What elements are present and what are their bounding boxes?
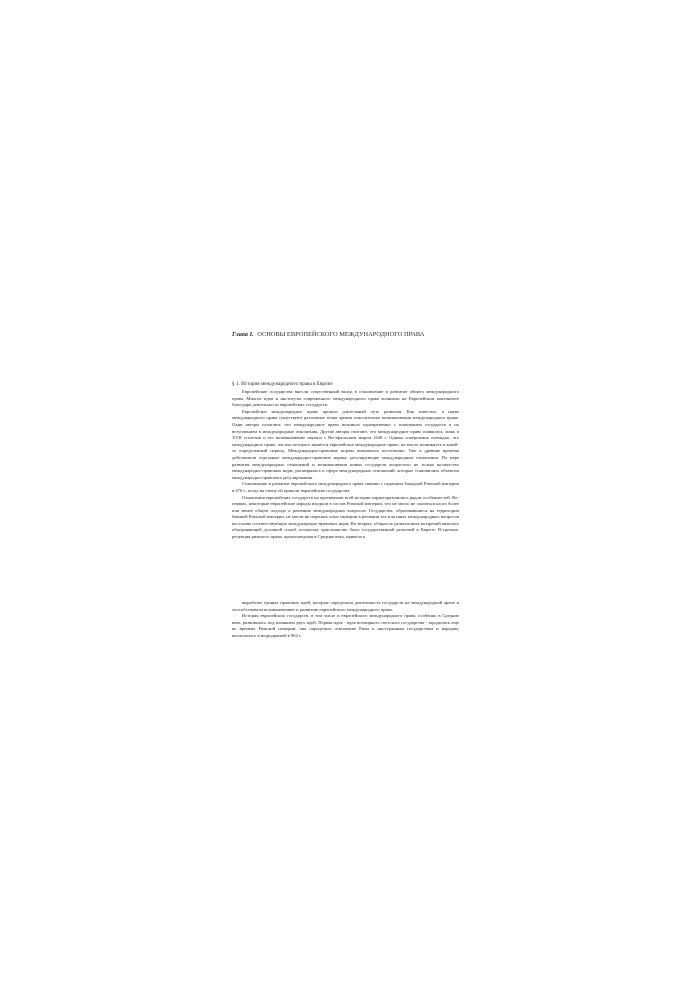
section-heading: § 1. История международного права в Европе [232, 381, 333, 387]
chapter-label: Глава I. [232, 331, 254, 338]
paragraph: История европейских государств, в том числе и европейского международного права, особенно в Средние века, развивалась под влиянием двух идей. Первая идея - идея всемирного светского государства - зародилась еще во времена Римской империи, она определяла отношение Рима к иностранным государствам и народам, воплотилась в возродившей в 962 г. [232, 613, 459, 638]
paragraph: Становление и развитие европейского международного права связано с падением Западной Римской империи в 476 г., когда на смену ей пришли европейские государства. [232, 481, 459, 493]
text-block-continued [232, 600, 459, 640]
paragraph: Европейское международное право прошло длительный путь развития. Как известно, в науке международного права существуют различные точки зрения относительно возникновения международного права. Одни авторы полагают, что международное право возникло одновременно с появлением государств и их вступлением в международные отношения. Другие авторы считают, что международное право появилось лишь в XVII столетии и его возникновение связано с Вестфальским миром 1648 г. Однако совершенно очевидно, что международное право, частью которого является европейское международное право, не могло возникнуть в какой-то определенный период. Международно-правовые нормы появлялись постепенно. Уже в древние времена действовали отдельные международно-правовые нормы, регулирующие международные отношения. По мере развития международных отношений и возникновения новых государств возрастало не только количество международно-правовых норм, расширялась и сфера международных отношений, которые становились объектом международно-правового регулирования. [232, 408, 459, 480]
chapter-title [232, 331, 424, 339]
paragraph: Отношения европейских государств на протяжении всей истории характеризовались рядом особенностей. Во-первых, некоторые европейские народы входили в состав Римской империи, что не могло не сказаться на их более или менее общем подходе к решению международных вопросов. Государства, образовавшиеся на территории бывшей Римской империи, не могли не перенять опыт империи в решении тех или иных международных вопросов на основе соответствующих международно-правовых норм. Во-вторых, общность религиозных воззрений являлась объединяющей духовной силой, поскольку христианство было государственной религией в Европе. В-третьих, рецепция римского права, произошедшая в Средние века, привела к [232, 494, 459, 540]
paragraph: Европейские государства внесли существенный вклад в становление и развитие общего международного права. Многие идеи и институты современного международного права возникли на Европейском континенте благодаря деятельности европейских государств. [232, 389, 459, 408]
paragraph: выработке единых правовых идей, которые определяли деятельность государств на международной арене и способствовали возникновению и развитию европейского международного права. [232, 600, 459, 612]
text-block-main [232, 389, 459, 541]
chapter-heading: ОСНОВЫ ЕВРОПЕЙСКОГО МЕЖДУНАРОДНОГО ПРАВА [257, 331, 425, 338]
